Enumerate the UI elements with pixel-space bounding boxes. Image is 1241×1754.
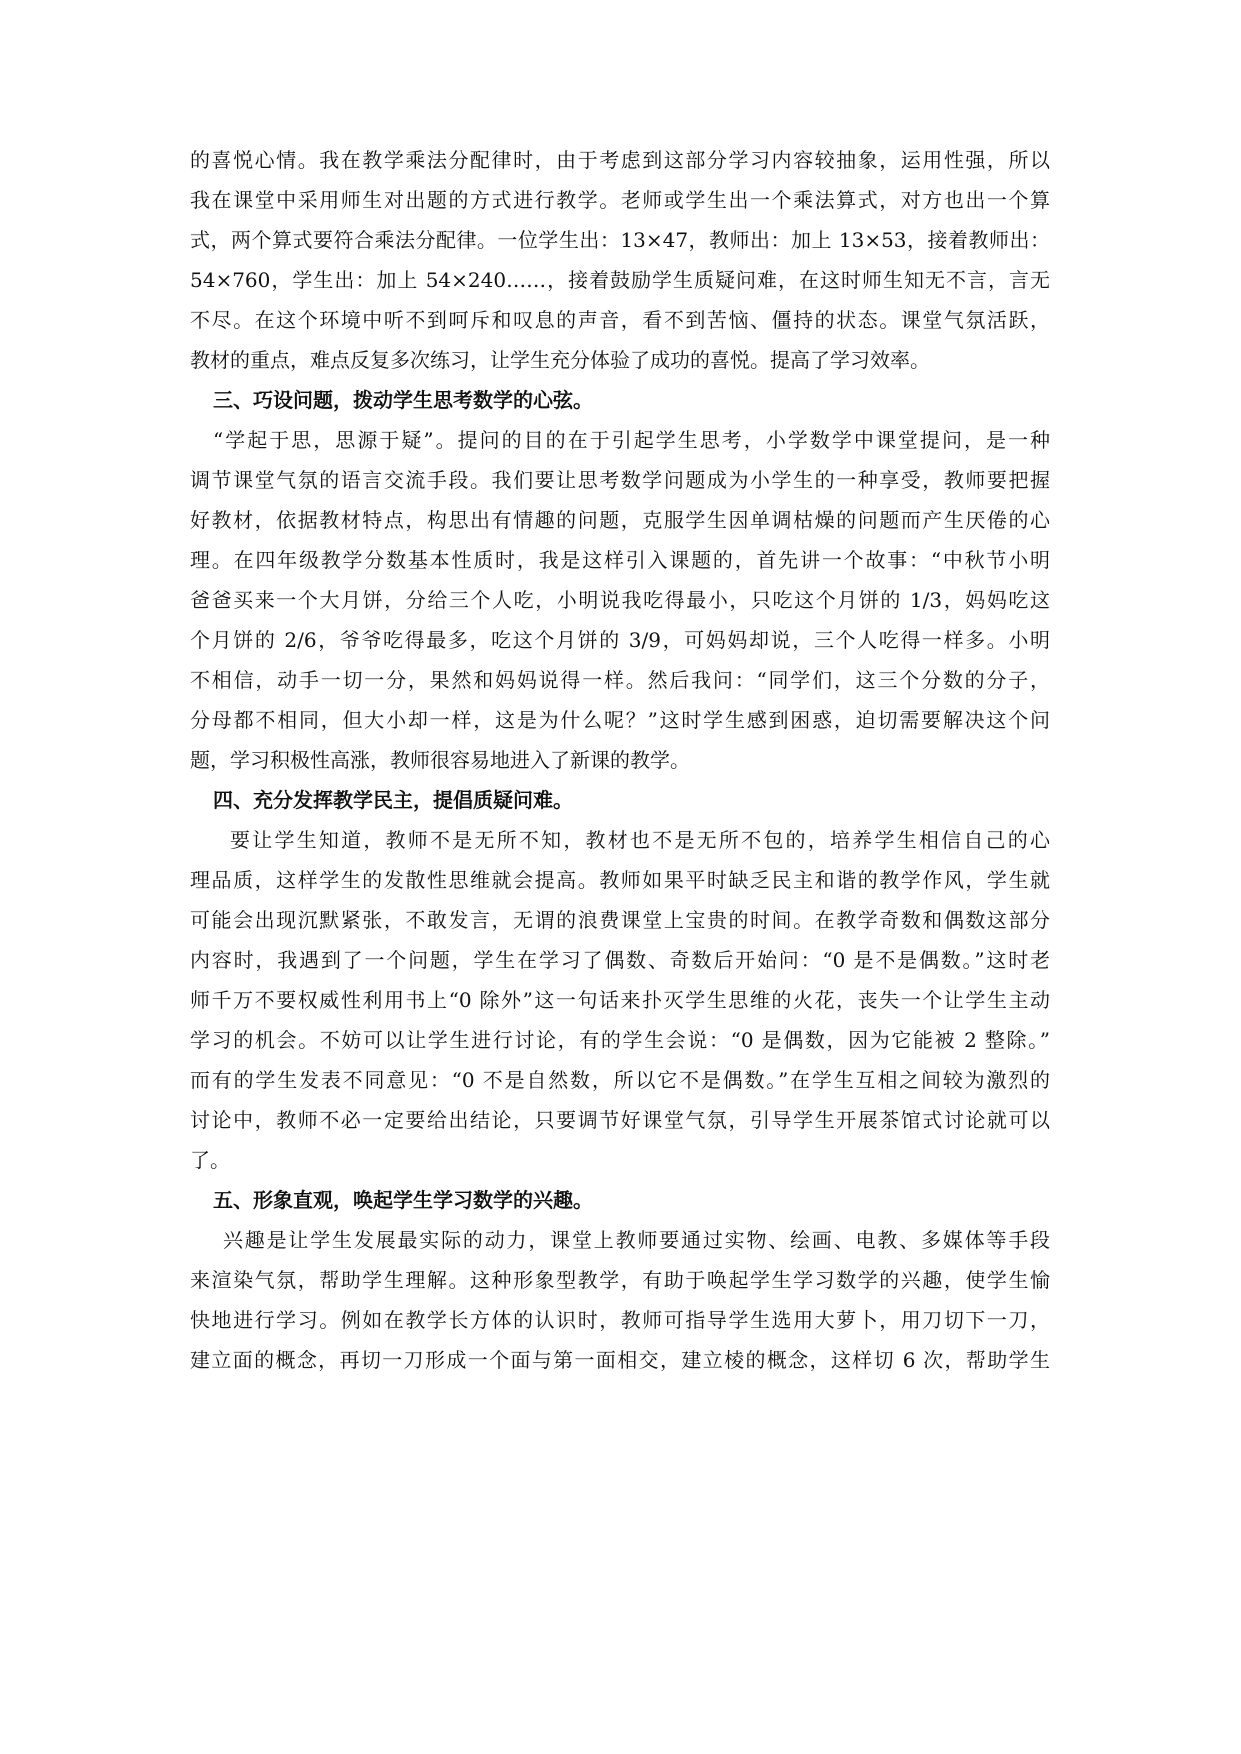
text-line: 的喜悦心情。我在教学乘法分配律时，由于考虑到这部分学习内容较抽象，运用性强，所以 [190,148,1050,172]
text-line: 个月饼的 2/6，爷爷吃得最多，吃这个月饼的 3/9，可妈妈却说，三个人吃得一样多。小明 [190,628,1050,652]
text-line: 快地进行学习。例如在教学长方体的认识时，教师可指导学生选用大萝卜，用刀切下一刀， [190,1308,1050,1332]
text-line: 要让学生知道，教师不是无所不知，教材也不是无所不包的，培养学生相信自己的心 [230,828,1050,852]
text-line: 分母都不相同，但大小却一样，这是为什么呢？”这时学生感到困惑，迫切需要解决这个问 [190,708,1050,732]
paragraph-section-4 [190,820,1050,1180]
document-page [190,140,1050,1380]
text-line: 讨论中，教师不必一定要给出结论，只要调节好课堂气氛，引导学生开展茶馆式讨论就可以 [190,1108,1050,1132]
text-line: 54×760，学生出：加上 54×240……，接着鼓励学生质疑问难，在这时师生知无不言，言无 [190,268,1050,292]
text-line: 内容时，我遇到了一个问题，学生在学习了偶数、奇数后开始问：“0 是不是偶数。”这时老 [190,948,1050,972]
section-heading-3: 三、巧设问题，拨动学生思考数学的心弦。 [213,388,593,412]
text-line: 学习的机会。不妨可以让学生进行讨论，有的学生会说：“0 是偶数，因为它能被 2 整除。” [190,1028,1050,1052]
text-line: 理品质，这样学生的发散性思维就会提高。教师如果平时缺乏民主和谐的教学作风，学生就 [190,868,1050,892]
text-line: 好教材，依据教材特点，构思出有情趣的问题，克服学生因单调枯燥的问题而产生厌倦的心 [190,508,1050,532]
text-line: “学起于思，思源于疑”。提问的目的在于引起学生思考，小学数学中课堂提问，是一种 [213,428,1050,452]
paragraph-section-5 [190,1220,1050,1380]
paragraph-continuation [190,140,1050,380]
text-line: 教材的重点，难点反复多次练习，让学生充分体验了成功的喜悦。提高了学习效率。 [190,348,930,372]
text-line: 师千万不要权威性利用书上“0 除外”这一句话来扑灭学生思维的火花，丧失一个让学生主动 [190,988,1050,1012]
text-line: 建立面的概念，再切一刀形成一个面与第一面相交，建立棱的概念，这样切 6 次，帮助学生 [190,1348,1050,1372]
text-line: 来渲染气氛，帮助学生理解。这种形象型教学，有助于唤起学生学习数学的兴趣，使学生愉 [190,1268,1050,1292]
text-line: 调节课堂气氛的语言交流手段。我们要让思考数学问题成为小学生的一种享受，教师要把握 [190,468,1050,492]
section-heading-4: 四、充分发挥教学民主，提倡质疑问难。 [213,788,573,812]
text-line: 兴趣是让学生发展最实际的动力，课堂上教师要通过实物、绘画、电教、多媒体等手段 [223,1228,1050,1252]
paragraph-section-3 [190,420,1050,780]
text-line: 而有的学生发表不同意见：“0 不是自然数，所以它不是偶数。”在学生互相之间较为激烈的 [190,1068,1050,1092]
text-line: 题，学习积极性高涨，教师很容易地进入了新课的教学。 [190,748,690,772]
text-line: 理。在四年级教学分数基本性质时，我是这样引入课题的，首先讲一个故事：“中秋节小明 [190,548,1050,572]
text-line: 式，两个算式要符合乘法分配律。一位学生出：13×47，教师出：加上 13×53，接着教师出： [190,228,1050,252]
text-line: 不相信，动手一切一分，果然和妈妈说得一样。然后我问：“同学们，这三个分数的分子， [190,668,1050,692]
text-line: 不尽。在这个环境中听不到呵斥和叹息的声音，看不到苦恼、僵持的状态。课堂气氛活跃， [190,308,1050,332]
section-heading-5: 五、形象直观，唤起学生学习数学的兴趣。 [213,1188,593,1212]
text-line: 我在课堂中采用师生对出题的方式进行教学。老师或学生出一个乘法算式，对方也出一个算 [190,188,1050,212]
text-line: 了。 [190,1148,230,1172]
text-line: 爸爸买来一个大月饼，分给三个人吃，小明说我吃得最小，只吃这个月饼的 1/3，妈妈吃这 [190,588,1050,612]
text-line: 可能会出现沉默紧张，不敢发言，无谓的浪费课堂上宝贵的时间。在教学奇数和偶数这部分 [190,908,1050,932]
